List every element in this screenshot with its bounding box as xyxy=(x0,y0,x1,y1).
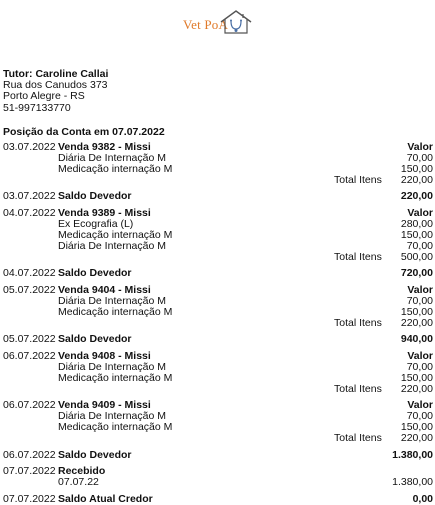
tutor-block xyxy=(3,69,108,114)
ledger-row xyxy=(0,191,435,202)
ledger-row xyxy=(0,268,435,279)
ledger-row xyxy=(0,175,435,186)
ledger-value: 150,00 xyxy=(400,371,433,384)
ledger-total-label: Total Itens xyxy=(334,173,382,186)
ledger-date: 04.07.2022 xyxy=(3,267,56,280)
ledger-description: Diária De Internação M xyxy=(58,294,166,307)
ledger-value: Valor xyxy=(407,350,433,363)
ledger-row xyxy=(0,318,435,329)
ledger-description: Medicação internação M xyxy=(58,228,173,241)
ledger-value: 70,00 xyxy=(406,239,433,252)
ledger-value: 220,00 xyxy=(400,316,433,329)
ledger-value: 500,00 xyxy=(400,250,433,263)
ledger-value: 1.380,00 xyxy=(392,476,433,489)
ledger-row xyxy=(0,334,435,345)
ledger-total-label: Total Itens xyxy=(334,250,382,263)
ledger-description: Saldo Devedor xyxy=(58,267,132,280)
ledger-value: Valor xyxy=(407,207,433,220)
tutor-name: Tutor: Caroline Callai xyxy=(3,68,109,80)
ledger-value: 70,00 xyxy=(406,294,433,307)
ledger-date: 06.07.2022 xyxy=(3,350,56,363)
ledger-description: Saldo Devedor xyxy=(58,333,132,346)
ledger-row xyxy=(0,494,435,505)
ledger-date: 05.07.2022 xyxy=(3,333,56,346)
house-stethoscope-icon xyxy=(219,9,255,35)
ledger-value: 220,00 xyxy=(400,432,433,445)
ledger-row xyxy=(0,477,435,488)
ledger-description: Venda 9389 - Missi xyxy=(58,207,151,220)
ledger-value: 70,00 xyxy=(406,360,433,373)
account-position-title: Posição da Conta em 07.07.2022 xyxy=(3,126,165,138)
account-ledger xyxy=(0,142,435,505)
ledger-value: 220,00 xyxy=(400,173,433,186)
ledger-description: Diária De Internação M xyxy=(58,410,166,423)
ledger-description: Venda 9404 - Missi xyxy=(58,283,151,296)
ledger-date: 06.07.2022 xyxy=(3,448,56,461)
ledger-description: Venda 9409 - Missi xyxy=(58,399,151,412)
ledger-value: 280,00 xyxy=(400,217,433,230)
ledger-description: Ex Ecografia (L) xyxy=(58,217,134,230)
ledger-value: 720,00 xyxy=(400,267,433,280)
ledger-description: Saldo Devedor xyxy=(58,448,132,461)
ledger-value: 150,00 xyxy=(400,162,433,175)
ledger-date: 03.07.2022 xyxy=(3,141,56,153)
ledger-value: Valor xyxy=(407,399,433,412)
ledger-value: 220,00 xyxy=(400,190,433,203)
ledger-value: 150,00 xyxy=(400,228,433,241)
ledger-description: Saldo Devedor xyxy=(58,190,132,203)
ledger-value: 70,00 xyxy=(406,151,433,164)
ledger-description: Diária De Internação M xyxy=(58,360,166,373)
ledger-date: 06.07.2022 xyxy=(3,399,56,412)
ledger-value: 0,00 xyxy=(412,493,433,505)
ledger-value: 220,00 xyxy=(400,382,433,395)
ledger-date: 07.07.2022 xyxy=(3,465,56,478)
ledger-row xyxy=(0,252,435,263)
ledger-date: 04.07.2022 xyxy=(3,207,56,220)
ledger-value: Valor xyxy=(407,283,433,296)
ledger-date: 03.07.2022 xyxy=(3,190,56,203)
ledger-value: 70,00 xyxy=(406,410,433,423)
ledger-date: 05.07.2022 xyxy=(3,283,56,296)
tutor-phone: 51-997133770 xyxy=(3,101,71,114)
ledger-description: Diária De Internação M xyxy=(58,239,166,252)
ledger-total-label: Total Itens xyxy=(334,316,382,329)
ledger-description: Diária De Internação M xyxy=(58,151,166,164)
clinic-logo xyxy=(183,9,255,35)
ledger-total-label: Total Itens xyxy=(334,432,382,445)
ledger-row xyxy=(0,450,435,461)
ledger-description: Venda 9408 - Missi xyxy=(58,350,151,363)
ledger-description: Medicação internação M xyxy=(58,162,173,175)
ledger-value: Valor xyxy=(407,141,433,153)
ledger-value: 940,00 xyxy=(400,333,433,346)
ledger-description: Saldo Atual Credor xyxy=(58,493,153,505)
ledger-description: Medicação internação M xyxy=(58,305,173,318)
ledger-total-label: Total Itens xyxy=(334,382,382,395)
ledger-value: 150,00 xyxy=(400,305,433,318)
ledger-value: 150,00 xyxy=(400,421,433,434)
ledger-description: Medicação internação M xyxy=(58,421,173,434)
logo-text: Vet PoA xyxy=(183,17,229,32)
ledger-description: Recebido xyxy=(58,465,106,478)
ledger-date: 07.07.2022 xyxy=(3,493,56,505)
tutor-address: Rua dos Canudos 373 xyxy=(3,79,108,92)
ledger-description: 07.07.22 xyxy=(58,476,99,489)
ledger-value: 1.380,00 xyxy=(392,448,433,461)
ledger-description: Medicação internação M xyxy=(58,371,173,384)
ledger-row xyxy=(0,384,435,395)
ledger-row xyxy=(0,433,435,444)
ledger-row xyxy=(0,241,435,252)
tutor-city: Porto Alegre - RS xyxy=(3,90,85,103)
ledger-description: Venda 9382 - Missi xyxy=(58,141,151,153)
